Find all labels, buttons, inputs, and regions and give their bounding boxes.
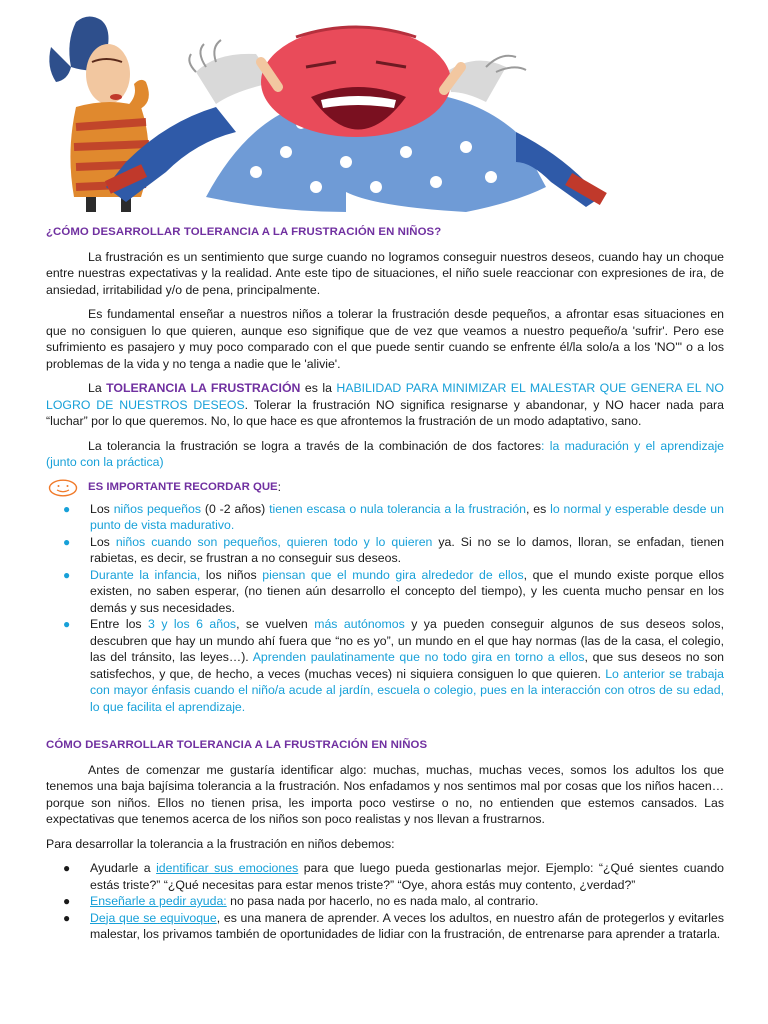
text-span: tienen escasa o nula tolerancia a la frustración bbox=[269, 501, 526, 516]
text-span: Los bbox=[90, 501, 114, 516]
text-span: Durante la infancia, bbox=[90, 567, 201, 582]
text-span: piensan que el mundo gira alrededor de ellos bbox=[262, 567, 524, 582]
development-list bbox=[46, 501, 724, 716]
text-span: y ya pueden conseguir algunos de sus deseos solos, descubren que hay un mundo ahí fuera que “no es yo”, un mundo en el que hay normas (las de la casa, el colegio, las del tránsito, las leyes…). bbox=[90, 617, 724, 664]
list-item bbox=[63, 893, 724, 910]
text-span: más autónomos bbox=[314, 617, 405, 631]
crying-child-illustration bbox=[46, 12, 616, 212]
bullet-dot-icon: ● bbox=[63, 861, 71, 875]
text-span: Entre los bbox=[90, 617, 149, 631]
crying-child-figure bbox=[105, 27, 607, 212]
paragraph-tolerance-definition bbox=[46, 380, 724, 430]
text-span: , se vuelven bbox=[236, 617, 315, 631]
paragraph-factors bbox=[46, 438, 724, 471]
text-span: La bbox=[88, 381, 107, 395]
important-note bbox=[46, 479, 724, 497]
text-span: Los bbox=[90, 534, 116, 549]
section-heading-1: ¿CÓMO DESARROLLAR TOLERANCIA A LA FRUSTRACIÓN EN NIÑOS? bbox=[46, 226, 442, 238]
link-let-mistakes[interactable]: Deja que se equivoque bbox=[90, 910, 217, 925]
text-span: : bbox=[277, 480, 282, 495]
strategies-list bbox=[46, 860, 724, 943]
text-span: Lo anterior se trabaja con mayor énfasis cuando el niño/a acude al jardín, escuela o colegio, pues en la interacción con otros de su edad, lo que facilita el aprendizaje. bbox=[90, 666, 724, 714]
text-span: los niños bbox=[200, 567, 263, 582]
list-item bbox=[63, 567, 725, 617]
highlight-tolerance: TOLERANCIA LA FRUSTRACIÓN bbox=[106, 381, 301, 395]
text-span: 3 y los 6 años bbox=[148, 617, 237, 631]
text-span: (0 -2 años) bbox=[201, 501, 270, 516]
bullet-dot-icon: ● bbox=[63, 617, 71, 631]
highlight-factors: : la maduración y el aprendizaje (junto con la práctica) bbox=[46, 438, 725, 469]
list-item bbox=[63, 501, 724, 534]
text-span: no pasa nada por hacerlo, no es nada malo, al contrario. bbox=[226, 894, 539, 908]
text-span: , es una manera de aprender. A veces los adultos, en nuestro afán de protegerlos y evitarles malestar, los privamos también de oportunidades de lidiar con la frustración, de entrenarse para aprender a tratarla. bbox=[90, 910, 724, 941]
highlight-ability: HABILIDAD PARA MINIMIZAR EL MALESTAR QUE GENERA EL NO LOGRO DE NUESTROS DESEOS bbox=[46, 381, 724, 412]
list-item bbox=[63, 860, 725, 893]
text-span: . Tolerar la frustración NO significa resignarse y abandonar, y NO hacer nada para “luchar” por lo que queremos. No, lo que hace es que afrontemos la frustración de un modo adaptativo, sano. bbox=[46, 397, 724, 428]
bullet-dot-icon: ● bbox=[63, 567, 71, 582]
text-span: ya. Si no se lo damos, lloran, se enfadan, tienen rabietas, es decir, se frustran a no conseguir sus deseos. bbox=[90, 534, 724, 565]
paragraph-teach-tolerance: Es fundamental enseñar a nuestros niños a tolerar la frustración desde pequeños, a afrontar esas situaciones en que no consiguen lo que quieren, aunque eso signifique que de vez que veamos a nuestro pequeño/a 'sufrir'. Pero ese sufrimiento es pasajero y muy poco comparado con el que puede sentir cuando se enfrente él/la solo/a a los 'NO'" o a los problemas de la vida y no tenga a nadie que le 'alivie'. bbox=[46, 307, 724, 371]
bullet-dot-icon: ● bbox=[63, 534, 71, 549]
smiley-icon bbox=[48, 479, 78, 497]
text-span: La tolerancia la frustración se logra a través de la combinación de dos factores bbox=[88, 438, 541, 453]
important-label: ES IMPORTANTE RECORDAR QUE bbox=[88, 481, 278, 494]
text-span: , es bbox=[525, 501, 551, 516]
list-item bbox=[63, 534, 724, 567]
text-span: es la bbox=[300, 381, 337, 395]
link-identify-emotions[interactable]: identificar sus emociones bbox=[156, 861, 299, 875]
text-span: niños pequeños bbox=[113, 501, 201, 516]
bullet-dot-icon: ● bbox=[63, 910, 71, 925]
paragraph-frustration-definition: La frustración es un sentimiento que surge cuando no logramos conseguir nuestros deseos, cuando hay un choque entre nuestras expectativas y la realidad. Ante este tipo de situaciones, el niño suele reaccionar con expresiones de ira, de ansiedad, irritabilidad y/o de pena, principalmente. bbox=[46, 249, 724, 297]
list-item bbox=[63, 616, 725, 715]
section-heading-2: CÓMO DESARROLLAR TOLERANCIA A LA FRUSTRACIÓN EN NIÑOS bbox=[46, 739, 428, 751]
text-span: niños cuando son pequeños, quieren todo y lo quieren bbox=[115, 534, 433, 549]
text-span: Ayudarle a bbox=[90, 861, 157, 875]
text-span: lo normal y esperable desde un punto de vista madurativo. bbox=[90, 501, 724, 532]
list-item bbox=[63, 910, 724, 943]
paragraph-to-develop: Para desarrollar la tolerancia a la frustración en niños debemos: bbox=[46, 836, 395, 851]
text-span: Aprenden paulatinamente que no todo gira en torno a ellos bbox=[252, 650, 585, 664]
bullet-dot-icon: ● bbox=[63, 501, 71, 516]
text-span: , que el mundo existe porque ellos existen, no saben esperar, (no tienen aún desarrollo el concepto del tiempo), y les cuenta mucho pensar en los demás y sus necesidades. bbox=[90, 567, 725, 615]
text-span: , que sus deseos no son satisfechos, y que, de hecho, a veces (muchas veces) ni siquiera consiguen lo que quieren. bbox=[90, 650, 725, 681]
bullet-dot-icon: ● bbox=[63, 894, 71, 908]
paragraph-adults-frustration: Antes de comenzar me gustaría identificar algo: muchas, muchas, muchas veces, somos los adultos los que tenemos una baja bajísima tolerancia a la frustración. Nos enfadamos y nos sentimos mal por cosas que los niños hacen… porque son niños. Ellos no tienen prisa, les importa poco vestirse o no, no entienden que estemos cansados. Las expectativas que tenemos acerca de los niños son poco realistas y nos llevan a frustrarnos. bbox=[46, 762, 724, 826]
link-ask-for-help[interactable]: Enseñarle a pedir ayuda: bbox=[90, 894, 227, 908]
text-span: para que luego pueda gestionarlas mejor. Ejemplo: “¿Qué sientes cuando estás triste?” “¿Qué necesitas para estar menos triste?” “Oye, ahora estás muy contento, ¿verdad?” bbox=[90, 861, 725, 892]
